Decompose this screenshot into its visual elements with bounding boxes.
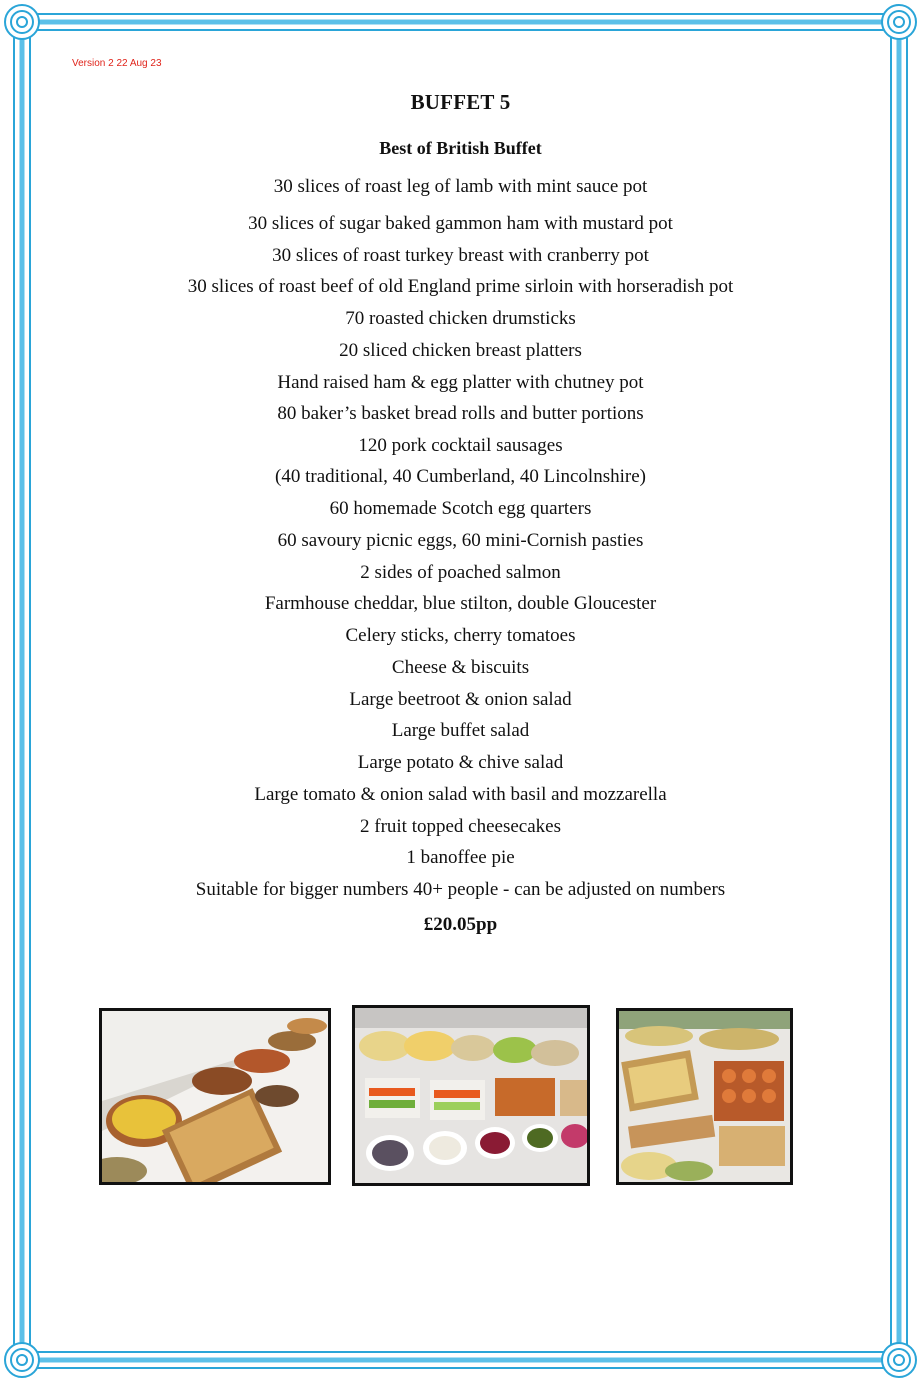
list-item: (40 traditional, 40 Cumberland, 40 Lincolnshire) — [275, 466, 646, 487]
corner-ornament-icon — [882, 1343, 916, 1377]
list-item: 20 sliced chicken breast platters — [339, 340, 582, 361]
menu-subtitle: Best of British Buffet — [379, 138, 542, 158]
list-item: 30 slices of roast turkey breast with cranberry pot — [272, 245, 649, 266]
list-item: 60 savoury picnic eggs, 60 mini-Cornish pasties — [277, 530, 644, 551]
list-item: 60 homemade Scotch egg quarters — [329, 498, 592, 519]
list-item: Cheese & biscuits — [391, 657, 530, 678]
list-item: Large tomato & onion salad with basil and mozzarella — [254, 784, 667, 805]
corner-ornament-icon — [5, 5, 39, 39]
version-label: Version 2 22 Aug 23 — [72, 58, 162, 69]
list-item: 70 roasted chicken drumsticks — [345, 308, 576, 329]
page-title: BUFFET 5 — [410, 90, 511, 114]
list-item: Suitable for bigger numbers 40+ people - can be adjusted on numbers — [195, 879, 726, 900]
list-item: Large buffet salad — [391, 720, 530, 741]
buffet-table-photo — [99, 1008, 331, 1185]
list-item: 30 slices of roast leg of lamb with mint sauce pot — [273, 176, 648, 197]
list-item: Celery sticks, cherry tomatoes — [345, 625, 576, 646]
price-label: £20.05pp — [423, 914, 498, 935]
list-item: 2 fruit topped cheesecakes — [360, 816, 561, 837]
list-item: Farmhouse cheddar, blue stilton, double Gloucester — [264, 593, 657, 614]
list-item: Large beetroot & onion salad — [349, 689, 572, 710]
list-item: 80 baker’s basket bread rolls and butter portions — [277, 403, 644, 424]
sandwich-platters-photo — [616, 1008, 793, 1185]
list-item: 1 banoffee pie — [406, 847, 515, 868]
list-item: 30 slices of sugar baked gammon ham with mustard pot — [248, 213, 673, 234]
list-item: 2 sides of poached salmon — [360, 562, 561, 583]
list-item: Large potato & chive salad — [357, 752, 564, 773]
corner-ornament-icon — [882, 5, 916, 39]
corner-ornament-icon — [5, 1343, 39, 1377]
list-item: 120 pork cocktail sausages — [358, 435, 563, 456]
list-item: Hand raised ham & egg platter with chutney pot — [277, 372, 644, 393]
cheese-and-crudites-photo — [352, 1005, 590, 1186]
list-item: 30 slices of roast beef of old England prime sirloin with horseradish pot — [187, 276, 734, 297]
